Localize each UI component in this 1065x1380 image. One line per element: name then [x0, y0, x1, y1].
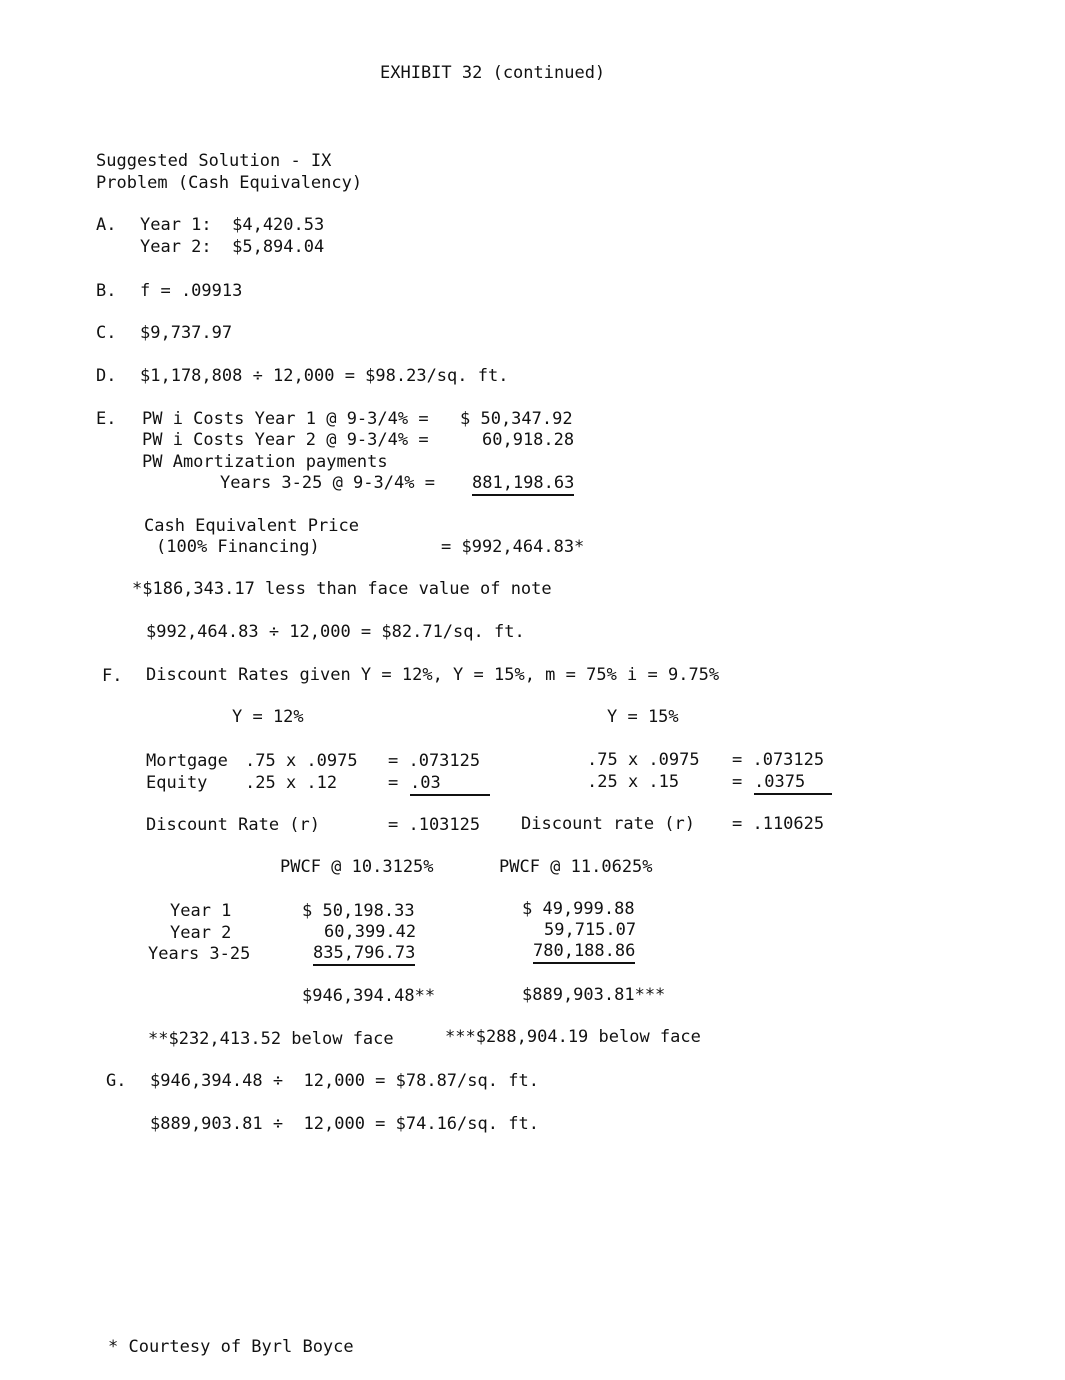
f-note-15: ***$288,904.19 below face [445, 1027, 701, 1047]
f-heading: Discount Rates given Y = 12%, Y = 15%, m = 75% i = 9.75% [146, 665, 720, 685]
f-mortgage-12-value: = .073125 [388, 751, 481, 771]
exhibit-title: EXHIBIT 32 (continued) [380, 63, 606, 83]
f-total-12: $946,394.48** [302, 986, 436, 1006]
f-col2-head: Y = 15% [607, 707, 679, 727]
f-total-15: $889,903.81*** [522, 985, 666, 1005]
f-mortgage-12-calc: .75 x .0975 [245, 751, 358, 771]
e-row2-value: 60,918.28 [482, 430, 575, 450]
f-note-12: **$232,413.52 below face [148, 1029, 394, 1049]
section-g-label: G. [106, 1071, 127, 1091]
f-mortgage-15-calc: .75 x .0975 [587, 750, 700, 770]
f-equity-15-eq: = [732, 772, 743, 792]
footer-credit: * Courtesy of Byrl Boyce [108, 1337, 354, 1357]
f-row-v12: 835,796.73 [313, 943, 415, 966]
f-equity-15-value: .0375 [754, 772, 832, 795]
e-row1-label: PW i Costs Year 1 @ 9-3/4% = [142, 409, 429, 429]
section-b-label: B. [96, 281, 117, 301]
f-pwcf-head-15: PWCF @ 11.0625% [499, 857, 653, 877]
section-a-label: A. [96, 215, 117, 235]
f-row-v12: 60,399.42 [324, 922, 417, 942]
e-row3-label: PW Amortization payments [142, 452, 388, 472]
f-pwcf-head-12: PWCF @ 10.3125% [280, 857, 434, 877]
e-cep-label-2: (100% Financing) [156, 537, 320, 557]
section-a-year2: Year 2: $5,894.04 [140, 237, 325, 257]
f-row-label: Year 2 [170, 923, 232, 943]
section-e-label: E. [96, 409, 117, 429]
f-row-v12: $ 50,198.33 [302, 901, 415, 921]
g-line-2: $889,903.81 ÷ 12,000 = $74.16/sq. ft. [150, 1114, 539, 1134]
f-equity-label: Equity [146, 773, 208, 793]
f-rate-15-value: = .110625 [732, 814, 825, 834]
e-row1-value: $ 50,347.92 [460, 409, 573, 429]
e-cep-value: = $992,464.83* [441, 537, 585, 557]
section-c-label: C. [96, 323, 117, 343]
f-equity-12-eq: = [388, 773, 399, 793]
f-rate-12-value: = .103125 [388, 815, 481, 835]
e-row4-label: Years 3-25 @ 9-3/4% = [220, 473, 435, 493]
e-note: *$186,343.17 less than face value of note [132, 579, 552, 599]
f-mortgage-label: Mortgage [146, 751, 228, 771]
f-col1-head: Y = 12% [232, 707, 304, 727]
f-row-v15: 780,188.86 [533, 941, 635, 964]
f-equity-15-calc: .25 x .15 [587, 772, 680, 792]
section-c-text: $9,737.97 [140, 323, 233, 343]
f-equity-12-calc: .25 x .12 [245, 773, 338, 793]
intro-line-1: Suggested Solution - IX [96, 151, 332, 171]
f-row-v15: 59,715.07 [544, 920, 637, 940]
section-b-text: f = .09913 [140, 281, 243, 301]
f-rate-15-label: Discount rate (r) [521, 814, 695, 834]
f-row-label: Years 3-25 [148, 944, 251, 964]
intro-line-2: Problem (Cash Equivalency) [96, 173, 363, 193]
f-mortgage-15-value: = .073125 [732, 750, 825, 770]
section-d-text: $1,178,808 ÷ 12,000 = $98.23/sq. ft. [140, 366, 509, 386]
e-row4-value: 881,198.63 [472, 473, 574, 496]
e-per-sqft: $992,464.83 ÷ 12,000 = $82.71/sq. ft. [146, 622, 525, 642]
e-row2-label: PW i Costs Year 2 @ 9-3/4% = [142, 430, 429, 450]
f-equity-12-value: .03 [410, 773, 490, 796]
section-a-year1: Year 1: $4,420.53 [140, 215, 325, 235]
section-f-label: F. [102, 666, 123, 686]
e-cep-label-1: Cash Equivalent Price [144, 516, 359, 536]
f-rate-12-label: Discount Rate (r) [146, 815, 320, 835]
f-row-v15: $ 49,999.88 [522, 899, 635, 919]
g-line-1: $946,394.48 ÷ 12,000 = $78.87/sq. ft. [150, 1071, 539, 1091]
f-row-label: Year 1 [170, 901, 232, 921]
section-d-label: D. [96, 366, 117, 386]
